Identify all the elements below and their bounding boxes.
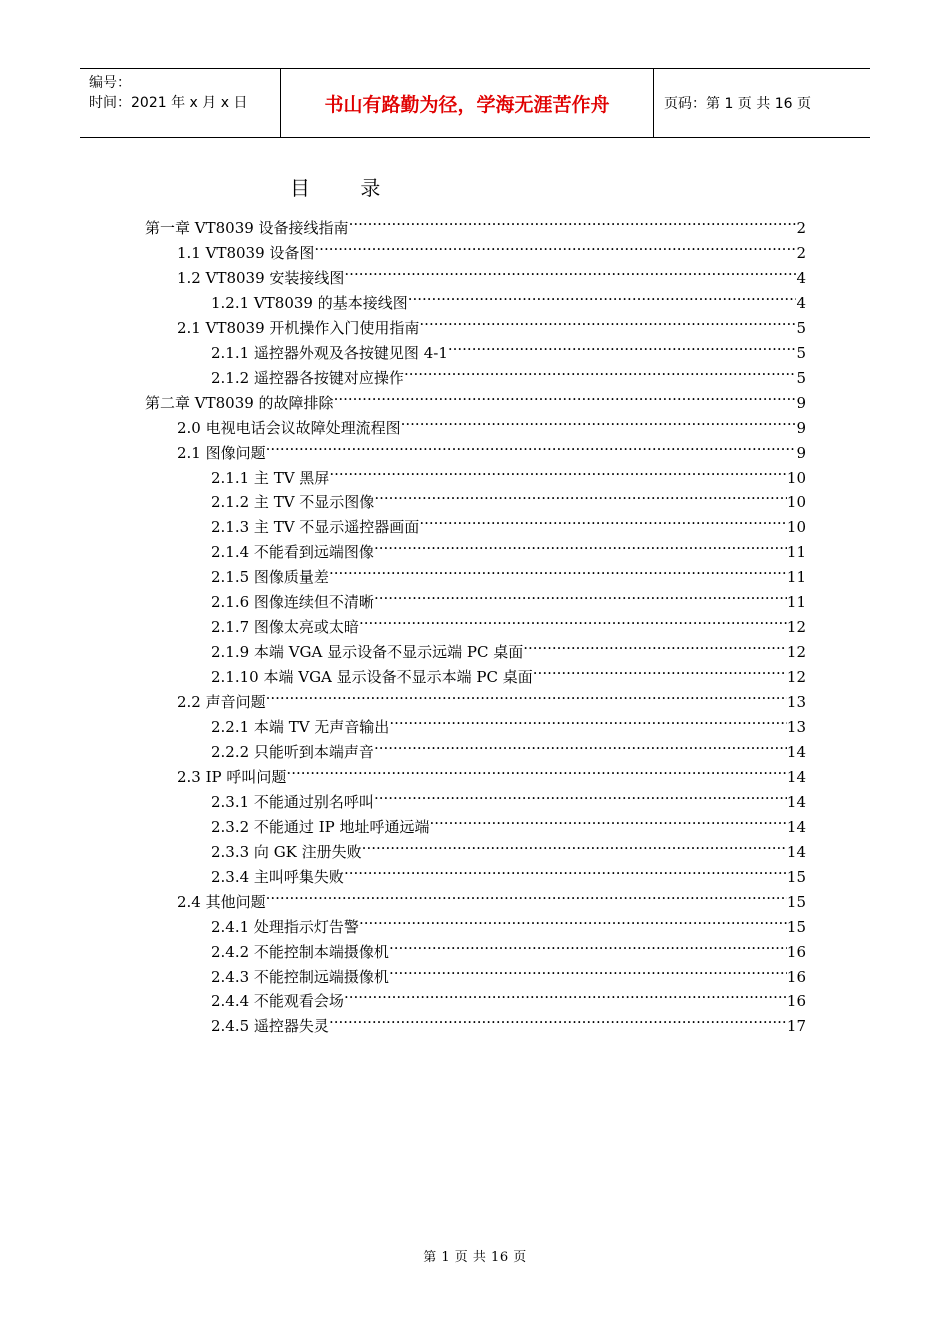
toc-entry-page: 16	[786, 992, 806, 1011]
page-footer: 第 1 页 共 16 页	[423, 1250, 527, 1265]
toc-entry-label: 2.1 图像问题	[177, 443, 266, 462]
toc-entry-page: 2	[796, 243, 806, 262]
toc-leader-dots	[266, 433, 797, 458]
toc-entry-label: 2.2.2 只能听到本端声音	[211, 742, 374, 761]
toc-entry-label: 2.4.5 遥控器失灵	[211, 1017, 329, 1036]
toc-entry[interactable]	[211, 632, 806, 662]
toc-entry-page: 9	[796, 418, 806, 437]
toc-leader-dots	[349, 208, 797, 233]
toc-entry[interactable]	[211, 907, 806, 936]
toc-entry[interactable]	[145, 208, 806, 237]
toc-entry[interactable]	[211, 1006, 806, 1036]
toc-entry[interactable]	[211, 932, 806, 961]
toc-entry-label: 2.3.3 向 GK 注册失败	[211, 842, 362, 861]
toc-entry-page: 15	[786, 867, 806, 886]
toc-entry-page: 13	[786, 693, 806, 712]
toc-entry-page: 12	[786, 643, 806, 662]
toc-entry-label: 2.4.4 不能观看会场	[211, 992, 344, 1011]
toc-entry-page: 16	[786, 967, 806, 986]
toc-entry-label: 2.1.1 主 TV 黑屏	[211, 468, 330, 487]
toc-leader-dots	[404, 358, 797, 383]
toc-leader-dots	[523, 632, 787, 657]
toc-entry[interactable]	[211, 458, 806, 487]
toc-entry-label: 2.3 IP 呼叫问题	[177, 767, 287, 786]
toc-entry-page: 14	[786, 792, 806, 811]
toc-entry[interactable]	[211, 482, 806, 512]
toc-entry-label: 2.2.1 本端 TV 无声音输出	[211, 718, 390, 736]
toc-entry-page: 14	[786, 817, 806, 836]
toc-entry-page: 10	[786, 493, 806, 512]
toc-entry-page: 11	[786, 593, 806, 612]
toc-leader-dots	[389, 707, 787, 732]
toc-entry-label: 2.1.9 本端 VGA 显示设备不显示远端 PC 桌面	[211, 643, 524, 662]
toc-leader-dots	[266, 882, 787, 907]
toc-leader-dots	[266, 682, 787, 707]
toc-entry-label: 2.0 电视电话会议故障处理流程图	[177, 418, 401, 437]
toc-entry-label: 2.4 其他问题	[177, 892, 266, 911]
toc-entry-page: 14	[786, 842, 806, 861]
toc-entry-page: 9	[796, 443, 806, 462]
toc-leader-dots	[286, 757, 786, 782]
toc-leader-dots	[430, 807, 787, 832]
toc-entry-label: 1.1 VT8039 设备图	[177, 243, 315, 262]
toc-entry[interactable]	[211, 981, 806, 1011]
toc-entry-page: 12	[786, 618, 806, 637]
document-date: 时间：2021 年 x 月 x 日	[89, 95, 248, 111]
toc-entry-label: 2.1.1 遥控器外观及各按键见图 4-1	[211, 343, 448, 362]
toc-leader-dots	[344, 857, 787, 882]
toc-leader-dots	[329, 458, 787, 483]
toc-entry-page: 5	[796, 318, 806, 337]
toc-leader-dots	[344, 258, 796, 283]
toc-leader-dots	[334, 383, 797, 408]
toc-leader-dots	[374, 482, 787, 507]
toc-entry-page: 13	[786, 718, 806, 736]
toc-entry[interactable]	[177, 408, 806, 437]
toc-leader-dots	[344, 981, 787, 1006]
toc-leader-dots	[359, 607, 787, 632]
toc-entry[interactable]	[211, 358, 806, 387]
toc-leader-dots	[374, 732, 787, 757]
toc-leader-dots	[389, 957, 787, 982]
toc-entry-page: 15	[786, 917, 806, 936]
toc-entry[interactable]	[211, 957, 806, 986]
toc-entry[interactable]	[211, 807, 806, 836]
toc-entry[interactable]	[177, 682, 806, 712]
toc-leader-dots	[389, 932, 787, 957]
toc-leader-dots	[374, 532, 787, 557]
toc-leader-dots	[401, 408, 797, 433]
toc-entry-label: 2.1.7 图像太亮或太暗	[211, 618, 359, 637]
toc-entry-label: 2.1.2 主 TV 不显示图像	[211, 493, 375, 512]
toc-leader-dots	[374, 782, 787, 807]
toc-entry-label: 1.2 VT8039 安装接线图	[177, 268, 345, 287]
toc-leader-dots	[533, 657, 787, 682]
toc-entry-label: 2.1.4 不能看到远端图像	[211, 543, 374, 562]
toc-entry-page: 10	[786, 468, 806, 487]
toc-entry-page: 9	[796, 393, 806, 412]
toc-leader-dots	[419, 308, 796, 333]
toc-entry-label: 2.4.3 不能控制远端摄像机	[211, 967, 389, 986]
toc-leader-dots	[314, 233, 796, 258]
toc-entry[interactable]	[177, 882, 806, 911]
toc-entry[interactable]	[211, 532, 806, 562]
header-motto: 书山有路勤为径，学海无涯苦作舟	[281, 69, 654, 137]
toc-entry-page: 14	[786, 767, 806, 786]
toc-entry-label: 2.1.2 遥控器各按键对应操作	[211, 368, 404, 387]
toc-entry-label: 1.2.1 VT8039 的基本接线图	[211, 293, 408, 312]
toc-entry[interactable]	[211, 707, 806, 736]
toc-entry-label: 2.1 VT8039 开机操作入门使用指南	[177, 318, 420, 337]
toc-entry-page: 12	[786, 668, 806, 687]
toc-leader-dots	[408, 283, 797, 308]
toc-entry[interactable]	[211, 283, 806, 312]
toc-entry-page: 10	[786, 518, 806, 537]
toc-entry-label: 2.4.1 处理指示灯告警	[211, 917, 359, 936]
toc-entry[interactable]	[211, 857, 806, 886]
toc-leader-dots	[329, 1006, 787, 1031]
toc-entry[interactable]	[177, 308, 806, 337]
document-number-label: 编号：	[89, 75, 131, 91]
toc-entry-label: 第二章 VT8039 的故障排除	[145, 393, 334, 412]
toc-title: 目 录	[290, 176, 403, 200]
toc-leader-dots	[362, 832, 787, 857]
toc-entry[interactable]	[211, 582, 806, 612]
toc-entry-page: 4	[796, 268, 806, 287]
toc-entry-page: 5	[796, 368, 806, 387]
toc-entry-label: 2.2 声音问题	[177, 693, 266, 712]
toc-entry-page: 14	[786, 742, 806, 761]
page-header	[80, 68, 870, 138]
toc-entry[interactable]	[211, 607, 806, 637]
toc-leader-dots	[359, 907, 787, 932]
toc-entry-label: 2.1.6 图像连续但不清晰	[211, 593, 374, 612]
toc-entry-page: 11	[786, 568, 806, 587]
toc-entry[interactable]	[211, 657, 806, 687]
toc-entry-page: 11	[786, 543, 806, 562]
toc-entry-label: 第一章 VT8039 设备接线指南	[145, 219, 349, 237]
toc-entry[interactable]	[211, 507, 806, 537]
toc-entry-page: 2	[796, 219, 806, 237]
toc-entry[interactable]	[211, 782, 806, 811]
toc-entry[interactable]	[211, 732, 806, 761]
toc-entry[interactable]	[145, 383, 806, 412]
toc-entry-label: 2.3.1 不能通过别名呼叫	[211, 792, 374, 811]
toc-leader-dots	[329, 557, 787, 582]
toc-entry-label: 2.3.4 主叫呼集失败	[211, 867, 344, 886]
toc-entry-page: 4	[796, 293, 806, 312]
toc-entry-page: 16	[786, 942, 806, 961]
toc-entry-label: 2.4.2 不能控制本端摄像机	[211, 942, 389, 961]
toc-entry[interactable]	[211, 333, 806, 362]
toc-leader-dots	[448, 333, 797, 358]
toc-entry-page: 5	[796, 343, 806, 362]
toc-entry-label: 2.1.5 图像质量差	[211, 568, 329, 587]
toc-entry[interactable]	[177, 757, 806, 786]
toc-entry[interactable]	[211, 557, 806, 587]
toc-entry[interactable]	[177, 258, 806, 287]
header-meta	[80, 69, 281, 137]
toc-leader-dots	[374, 582, 787, 607]
header-page-info: 页码：第 1 页 共 16 页	[664, 96, 811, 112]
toc-entry-page: 15	[786, 892, 806, 911]
toc-entry-page: 17	[786, 1017, 806, 1036]
toc-entry[interactable]	[177, 233, 806, 262]
toc-entry-label: 2.3.2 不能通过 IP 地址呼通远端	[211, 817, 430, 836]
toc-entry[interactable]	[211, 832, 806, 861]
toc-entry-label: 2.1.3 主 TV 不显示遥控器画面	[211, 518, 420, 537]
toc-entry[interactable]	[177, 433, 806, 462]
toc-entry-label: 2.1.10 本端 VGA 显示设备不显示本端 PC 桌面	[211, 668, 533, 687]
toc-leader-dots	[419, 507, 787, 532]
